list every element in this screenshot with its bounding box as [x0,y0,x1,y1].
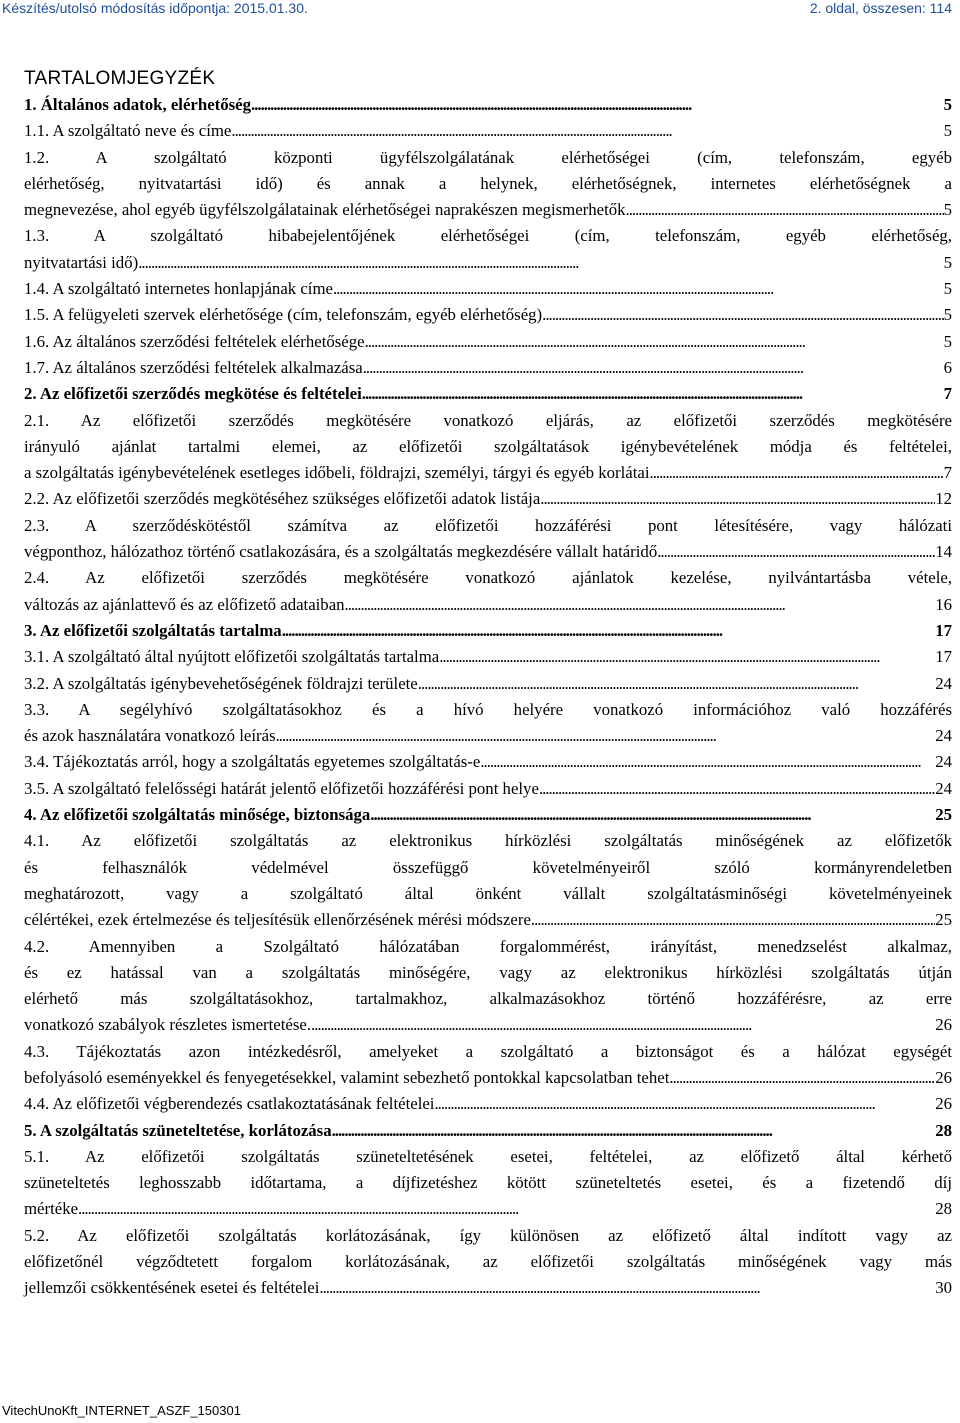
dot-leader [138,250,943,276]
toc-page-number: 28 [935,1199,952,1219]
toc-page-number: 26 [935,1015,952,1035]
dot-leader [418,671,935,697]
dot-leader [626,197,944,223]
toc-entry[interactable] [24,618,952,644]
dot-leader [362,381,944,407]
toc-entry[interactable] [24,513,952,566]
dot-leader [650,460,944,486]
toc-entry[interactable] [24,223,952,276]
toc-entry-text: 1.4. A szolgáltató internetes honlapjának címe [24,279,333,299]
toc-entry-text: 3. Az előfizetői szolgáltatás tartalma [24,620,282,640]
toc-entry-text: mértéke [24,1199,79,1219]
toc-entry-text: a szolgáltatás igénybevételének esetleges időbeli, földrajzi, személyi, tárgyi és egyéb korlátai [24,463,650,483]
toc-entry-text: 1.3. A szolgáltató hibabejelentőjének elérhetőségei (cím, telefonszám, egyéb elérhetőség, [24,226,952,246]
toc-entry-text: 2.4. Az előfizetői szerződés megkötésére vonatkozó ajánlatok kezelése, nyilvántartásba vétele, [24,568,952,588]
toc-entry[interactable] [24,1118,952,1144]
toc-page-number: 14 [935,542,952,562]
dot-leader [78,1196,935,1222]
toc-entry[interactable] [24,934,952,1039]
toc-entry-text: 4.1. Az előfizetői szolgáltatás az elektronikus hírközlési szolgáltatás minőségének az előfizetők [24,831,952,851]
dot-leader [311,1012,935,1038]
toc-page-number: 6 [943,357,952,377]
toc-page-number: 25 [935,910,952,930]
dot-leader [333,276,944,302]
toc-page-number: 28 [935,1120,952,1140]
toc-page-number: 25 [935,805,952,825]
toc-page-number: 30 [935,1278,952,1298]
dot-leader [531,907,935,933]
dot-leader [542,302,943,328]
dot-leader [434,1091,935,1117]
toc-entry[interactable] [24,1144,952,1223]
toc-entry-text: jellemzői csökkentésének esetei és feltételei [24,1278,320,1298]
toc-page-number: 24 [935,726,952,746]
toc-title: TARTALOMJEGYZÉK [24,68,216,89]
toc-entry-text: elérhetőség, nyitvatartási idő) és annak a helynek, elérhetőségnek, internetes elérhetőségnek a [24,173,952,193]
dot-leader [365,329,944,355]
toc-page-number: 17 [935,647,952,667]
toc-entry[interactable] [24,276,952,302]
toc-page-number: 17 [935,620,952,640]
toc-entry-text: 1.1. A szolgáltató neve és címe [24,121,232,141]
toc-entry-text: 5.2. Az előfizetői szolgáltatás korlátozásának, így különösen az előfizető által indított vagy az [24,1225,952,1245]
toc-entry-text: előfizetőnél végződtetett forgalom korlátozásának, az előfizetői szolgáltatás minőségének vagy más [24,1252,952,1272]
dot-leader [251,92,944,118]
dot-leader [332,1118,936,1144]
toc-entry-text: és ez hatással van a szolgáltatás minőségére, vagy az elektronikus hírközlési szolgáltatás útján [24,962,952,982]
dot-leader [370,802,935,828]
page-footer: VitechUnoKft_INTERNET_ASZF_150301 [2,1403,241,1418]
toc-page-number: 5 [943,279,952,299]
dot-leader [319,1275,935,1301]
toc-entry-text: célértékei, ezek értelmezése és teljesítésük ellenőrzésének mérési módszere [24,910,531,930]
toc-entry[interactable] [24,381,952,407]
dot-leader [657,539,935,565]
dot-leader [231,118,943,144]
toc-entry[interactable] [24,329,952,355]
toc-entry-text: 1.2. A szolgáltató központi ügyfélszolgálatának elérhetőségei (cím, telefonszám, egyéb [24,147,952,167]
toc-page-number: 5 [943,200,952,220]
dot-leader [480,749,935,775]
document-body [24,66,952,1302]
toc-entry[interactable] [24,776,952,802]
toc-entry-text: 1.7. Az általános szerződési feltételek alkalmazása [24,357,363,377]
toc-page-number: 24 [935,778,952,798]
toc-list [24,92,952,1302]
toc-entry[interactable] [24,355,952,381]
toc-page-number: 24 [935,752,952,772]
toc-page-number: 5 [943,305,952,325]
toc-entry-text: 5. A szolgáltatás szüneteltetése, korlátozása [24,1120,332,1140]
toc-page-number: 26 [935,1094,952,1114]
toc-page-number: 12 [935,489,952,509]
toc-entry[interactable] [24,671,952,697]
toc-entry[interactable] [24,1039,952,1092]
toc-entry-text: és azok használatára vonatkozó leírás [24,726,276,746]
dot-leader [282,618,936,644]
toc-entry-text: megnevezése, ahol egyéb ügyfélszolgálatainak elérhetőségei naprakészen megismerhetők [24,200,626,220]
toc-entry[interactable] [24,565,952,618]
toc-entry-text: 3.5. A szolgáltató felelősségi határát jelentő előfizetői hozzáférési pont helye [24,778,539,798]
toc-entry-text: 4. Az előfizetői szolgáltatás minősége, biztonsága [24,805,371,825]
toc-entry-text: meghatározott, vagy a szolgáltató által önként vállalt szolgáltatásminőségi követelményeinek [24,883,952,903]
toc-page-number: 26 [935,1067,952,1087]
toc-entry[interactable] [24,486,952,512]
toc-entry[interactable] [24,302,952,328]
toc-page-number: 16 [935,594,952,614]
toc-entry-text: 1. Általános adatok, elérhetőség [24,95,251,114]
dot-leader [540,486,935,512]
toc-entry-text: és felhasználók védelmével összefüggő követelményeiről szóló kormányrendeletben [24,857,952,877]
toc-page-number: 7 [943,384,952,404]
toc-entry[interactable] [24,145,952,224]
dot-leader [363,355,944,381]
toc-entry-text: változás az ajánlattevő és az előfizető adataiban [24,594,345,614]
toc-entry-text: 4.2. Amennyiben a Szolgáltató hálózatában forgalommérést, irányítást, menedzselést alkalmaz, [24,936,952,956]
toc-entry-text: 3.3. A segélyhívó szolgáltatásokhoz és a hívó helyére vonatkozó információhoz való hozzáférés [24,699,952,719]
toc-page-number: 5 [943,121,952,141]
toc-entry-text: szüneteltetés leghosszabb időtartama, a díjfizetéshez kötött szüneteltetés esetei, és a fizetendő díj [24,1173,952,1193]
toc-page-number: 5 [943,331,952,351]
dot-leader [669,1065,935,1091]
toc-entry-text: elérhető más szolgáltatásokhoz, tartalmakhoz, alkalmazásokhoz történő hozzáférésre, az erre [24,989,952,1009]
toc-entry[interactable] [24,92,952,118]
toc-entry-text: 4.4. Az előfizetői végberendezés csatlakoztatásának feltételei [24,1094,435,1114]
toc-entry[interactable] [24,118,952,144]
toc-page-number: 5 [943,95,952,114]
toc-entry-text: vonatkozó szabályok részletes ismertetése. [24,1015,312,1035]
toc-page-number: 24 [935,673,952,693]
toc-page-number: 5 [943,252,952,272]
toc-entry-text: 3.4. Tájékoztatás arról, hogy a szolgáltatás egyetemes szolgáltatás-e [24,752,481,772]
dot-leader [276,723,936,749]
toc-entry-text: 3.1. A szolgáltató által nyújtott előfizetői szolgáltatás tartalma [24,647,440,667]
toc-entry[interactable] [24,697,952,750]
toc-entry[interactable] [24,828,952,933]
toc-entry-text: befolyásoló eseményekkel és fenyegetésekkel, valamint sebezhető pontokkal kapcsolatban tehet [24,1067,670,1087]
dot-leader [539,776,935,802]
toc-entry-text: 5.1. Az előfizetői szolgáltatás szüneteltetésének esetei, feltételei, az előfizető által kérhető [24,1146,952,1166]
page-header [0,0,960,24]
toc-entry[interactable] [24,802,952,828]
toc-entry[interactable] [24,1091,952,1117]
toc-page-number: 7 [943,463,952,483]
toc-entry-text: 1.6. Az általános szerződési feltételek elérhetősége [24,331,365,351]
header-page-count: 2. oldal, összesen: 114 [809,0,952,16]
toc-entry[interactable] [24,408,952,487]
toc-entry[interactable] [24,749,952,775]
toc-entry-text: 2. Az előfizetői szerződés megkötése és feltételei [24,384,362,404]
toc-entry-text: 2.1. Az előfizetői szerződés megkötésére vonatkozó eljárás, az előfizetői szerződés megkötésére [24,410,952,430]
toc-entry-text: irányuló ajánlat tartalmi elemei, az előfizetői szolgáltatások igénybevételének módja és feltételei, [24,436,952,456]
toc-entry[interactable] [24,1223,952,1302]
header-timestamp: Készítés/utolsó módosítás időpontja: 2015.01.30. [2,0,308,16]
toc-entry-text: 4.3. Tájékoztatás azon intézkedésről, amelyeket a szolgáltató a biztonságot és a hálózat egységét [24,1041,952,1061]
toc-entry-text: 1.5. A felügyeleti szervek elérhetősége (cím, telefonszám, egyéb elérhetőség) [24,305,543,325]
dot-leader [345,592,936,618]
toc-entry-text: 2.2. Az előfizetői szerződés megkötéséhez szükséges előfizetői adatok listája [24,489,541,509]
toc-entry-text: 2.3. A szerződéskötéstől számítva az előfizetői hozzáférési pont létesítésére, vagy hálózati [24,515,952,535]
toc-entry-text: nyitvatartási idő) [24,252,139,272]
toc-entry-text: 3.2. A szolgáltatás igénybevehetőségének földrajzi területe [24,673,418,693]
toc-entry[interactable] [24,644,952,670]
toc-entry-text: végponthoz, hálózathoz történő csatlakozására, és a szolgáltatás megkezdésére vállalt határidő [24,542,658,562]
dot-leader [439,644,935,670]
